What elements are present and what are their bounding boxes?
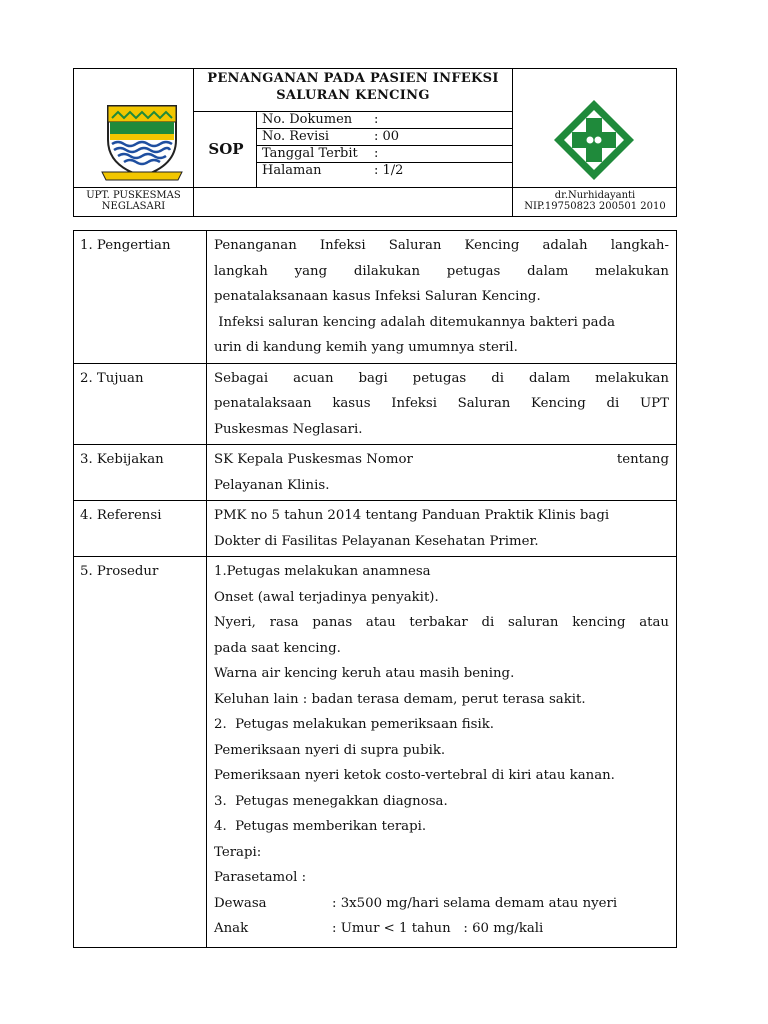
document-title <box>194 70 512 104</box>
text-line: Penanganan Infeksi Saluran Kencing adalah langkah- <box>214 238 669 253</box>
org-line: UPT. PUSKESMAS <box>86 190 181 201</box>
org-line: NEGLASARI <box>101 201 166 212</box>
section-label: 5. Prosedur <box>74 557 207 948</box>
dose-value: : 3x500 mg/hari selama demam atau nyeri <box>332 895 618 911</box>
section-label: 3. Kebijakan <box>74 445 207 501</box>
text-line: Infeksi saluran kencing adalah ditemukannya bakteri pada <box>214 314 616 330</box>
meta-row-halaman <box>262 163 404 178</box>
table-row <box>74 445 677 501</box>
text-line: 2. Petugas melakukan pemeriksaan fisik. <box>214 717 495 732</box>
org-name <box>74 190 193 212</box>
text-line: Onset (awal terjadinya penyakit). <box>214 589 439 605</box>
text-fragment: tentang <box>616 452 669 467</box>
text-line: Dokter di Fasilitas Pelayanan Kesehatan Primer. <box>214 533 539 549</box>
text-line: Parasetamol : <box>214 870 307 885</box>
section-label: 2. Tujuan <box>74 363 207 445</box>
header-divider <box>73 187 677 188</box>
section-label: 4. Referensi <box>74 501 207 557</box>
text-line: langkah yang dilakukan petugas dalam melakukan <box>214 263 669 279</box>
text-fragment: SK Kepala Puskesmas Nomor <box>214 452 413 467</box>
text-line: Pemeriksaan nyeri di supra pubik. <box>214 742 446 758</box>
meta-row-tanggal <box>262 146 379 161</box>
title-line: PENANGANAN PADA PASIEN INFEKSI <box>207 71 499 86</box>
section-content <box>207 557 677 948</box>
text-line: Keluhan lain : badan terasa demam, perut terasa sakit. <box>214 691 586 707</box>
sop-label: SOP <box>208 140 244 158</box>
header-divider <box>256 111 257 187</box>
text-line: 3. Petugas menegakkan diagnosa. <box>214 793 448 809</box>
table-row <box>74 231 677 364</box>
meta-label: Halaman <box>262 163 322 178</box>
meta-label: Tanggal Terbit <box>262 146 358 161</box>
section-content <box>207 363 677 445</box>
meta-label: No. Dokumen <box>262 112 353 127</box>
meta-label: No. Revisi <box>262 129 330 144</box>
text-line: PMK no 5 tahun 2014 tentang Panduan Praktik Klinis bagi <box>214 508 610 523</box>
meta-row-dokumen <box>262 112 379 127</box>
dose-row <box>214 891 669 917</box>
meta-value: : <box>374 146 379 161</box>
table-row <box>74 501 677 557</box>
meta-value: : <box>374 112 379 127</box>
dose-value: : Umur < 1 tahun : 60 mg/kali <box>332 921 544 936</box>
text-line: Puskesmas Neglasari. <box>214 421 363 437</box>
meta-row-revisi <box>262 129 400 144</box>
signer-name: dr.Nurhidayanti <box>554 190 636 201</box>
meta-value: : 00 <box>374 129 400 144</box>
text-line <box>214 447 669 473</box>
text-line: Terapi: <box>214 844 262 860</box>
text-line: penatalaksanaan kasus Infeksi Saluran Kencing. <box>214 289 541 304</box>
text-line: Nyeri, rasa panas atau terbakar di saluran kencing atau <box>214 615 669 630</box>
section-content <box>207 501 677 557</box>
text-line: pada saat kencing. <box>214 640 341 656</box>
text-line: Pemeriksaan nyeri ketok costo-vertebral di kiri atau kanan. <box>214 768 615 783</box>
puskesmas-logo <box>552 98 636 182</box>
signer-block <box>513 190 677 212</box>
section-label: 1. Pengertian <box>74 231 207 364</box>
table-row <box>74 363 677 445</box>
table-row <box>74 557 677 948</box>
text-line: penatalaksaan kasus Infeksi Saluran Kencing di UPT <box>214 396 669 411</box>
text-line: urin di kandung kemih yang umumnya steril. <box>214 340 518 355</box>
title-line: SALURAN KENCING <box>276 88 430 103</box>
sop-content-table <box>73 230 677 948</box>
text-line: Pelayanan Klinis. <box>214 477 330 493</box>
header-divider <box>193 111 512 112</box>
dose-who: Dewasa <box>214 895 267 911</box>
city-emblem-logo <box>100 100 184 186</box>
text-line: Sebagai acuan bagi petugas di dalam melakukan <box>214 370 669 386</box>
meta-value: : 1/2 <box>374 163 404 178</box>
text-line: 1.Petugas melakukan anamnesa <box>214 564 431 579</box>
text-line: 4. Petugas memberikan terapi. <box>214 819 427 834</box>
dose-row <box>214 916 669 942</box>
section-content <box>207 231 677 364</box>
dose-who: Anak <box>214 921 249 936</box>
text-line: Warna air kencing keruh atau masih bening. <box>214 666 515 681</box>
signer-nip: NIP.19750823 200501 2010 <box>524 201 666 212</box>
section-content <box>207 445 677 501</box>
